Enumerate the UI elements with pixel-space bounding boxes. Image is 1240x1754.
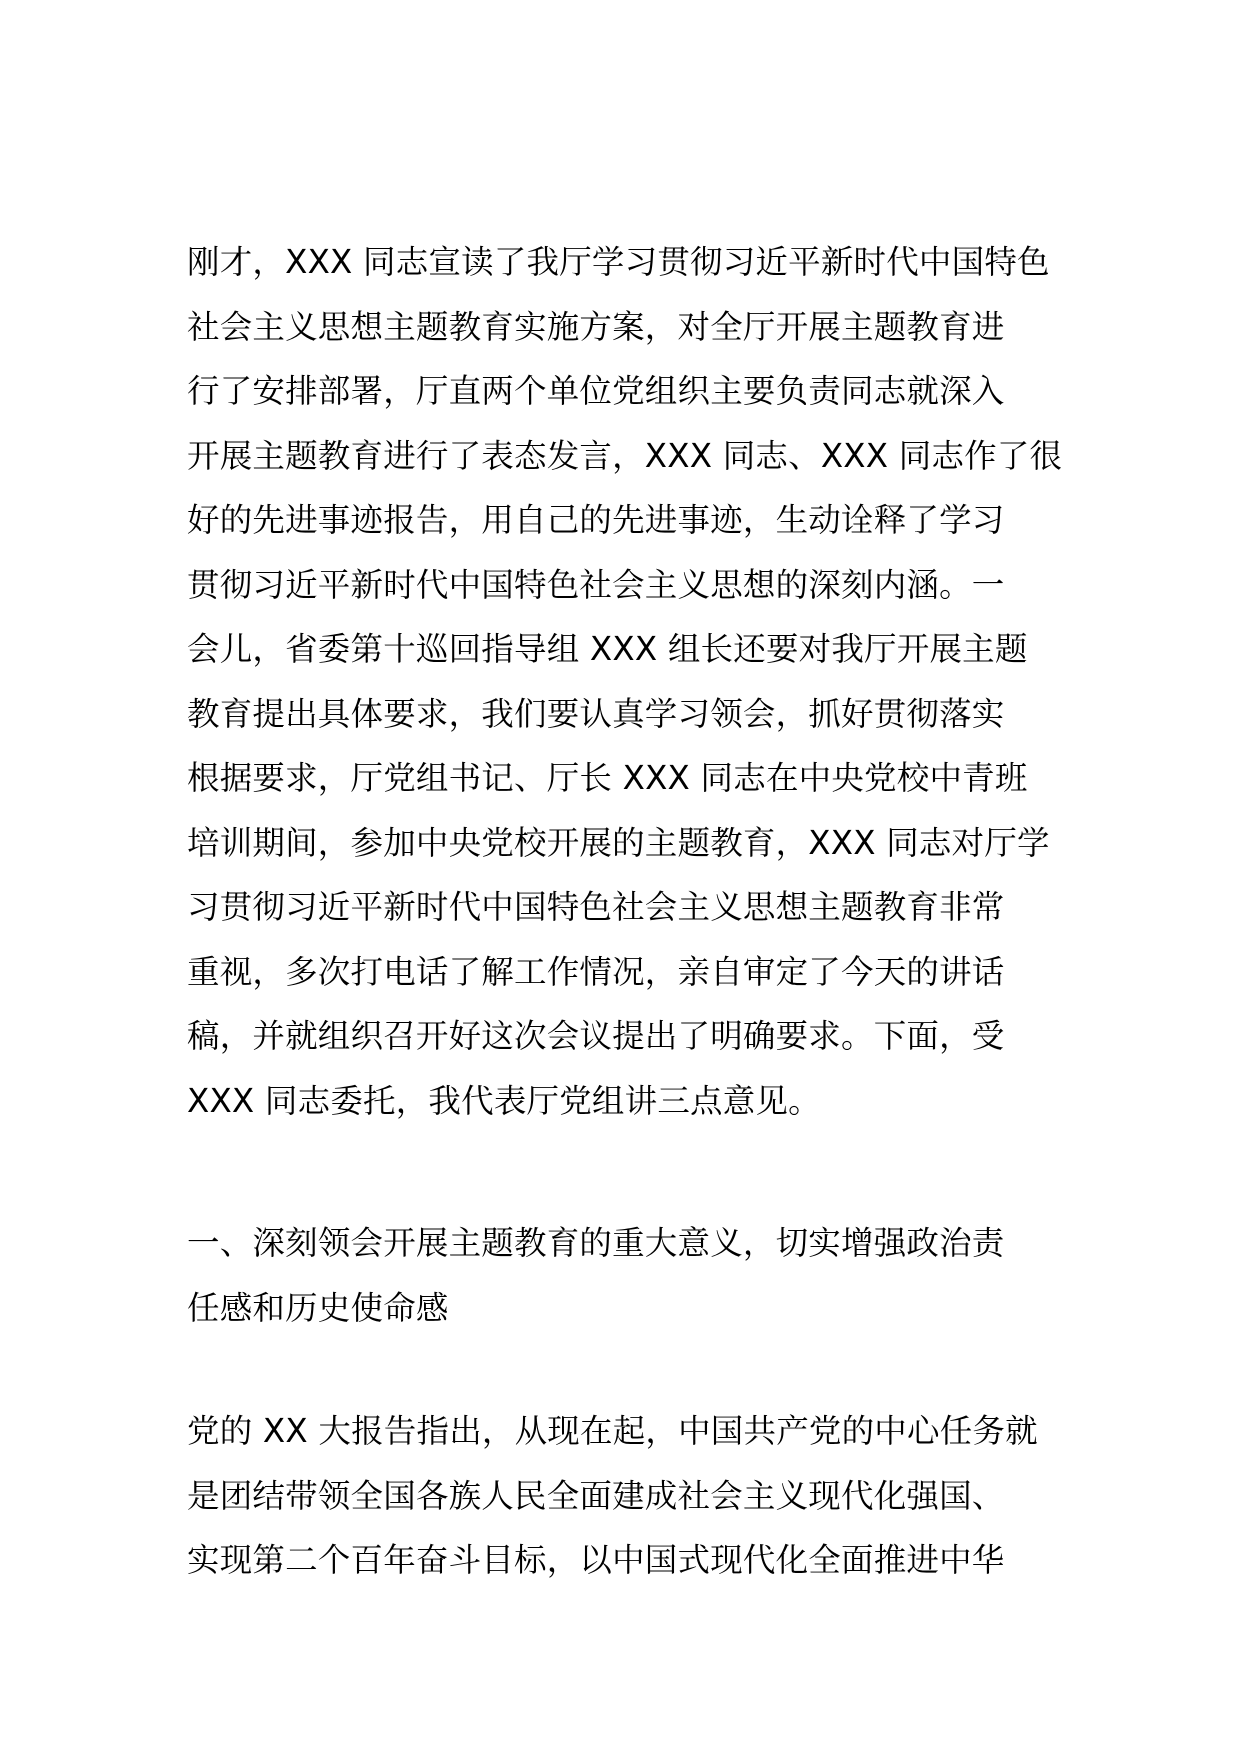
text-line: 好的先进事迹报告，用自己的先进事迹，生动诠释了学习 bbox=[187, 501, 1005, 539]
heading-line: 一、深刻领会开展主题教育的重大意义，切实增强政治责 bbox=[187, 1224, 1005, 1262]
section-heading bbox=[187, 1211, 1057, 1340]
text-line: 重视，多次打电话了解工作情况，亲自审定了今天的讲话 bbox=[187, 952, 1005, 991]
text-line: 根据要求，厅党组书记、厅长 XXX 同志在中央党校中青班 bbox=[187, 759, 1028, 797]
text-line: 会儿，省委第十巡回指导组 XXX 组长还要对我厅开展主题 bbox=[187, 630, 1028, 668]
text-line: XXX 同志委托，我代表厅党组讲三点意见。 bbox=[187, 1081, 821, 1120]
text-line: 行了安排部署，厅直两个单位党组织主要负责同志就深入 bbox=[187, 372, 1005, 410]
paragraph-intro bbox=[187, 230, 1063, 1133]
heading-line: 任感和历史使命感 bbox=[187, 1288, 449, 1327]
text-line: 实现第二个百年奋斗目标，以中国式现代化全面推进中华 bbox=[187, 1541, 1005, 1579]
text-line: 稿，并就组织召开好这次会议提出了明确要求。下面，受 bbox=[187, 1017, 1005, 1055]
text-line: 刚才，XXX 同志宣读了我厅学习贯彻习近平新时代中国特色 bbox=[187, 243, 1050, 281]
text-line: 开展主题教育进行了表态发言，XXX 同志、XXX 同志作了很 bbox=[187, 436, 1063, 475]
text-line: 党的 XX 大报告指出，从现在起，中国共产党的中心任务就 bbox=[187, 1412, 1038, 1450]
text-line: 培训期间，参加中央党校开展的主题教育，XXX 同志对厅学 bbox=[187, 823, 1050, 862]
paragraph-body bbox=[187, 1399, 1057, 1593]
text-line: 社会主义思想主题教育实施方案，对全厅开展主题教育进 bbox=[187, 307, 1005, 346]
text-line: 是团结带领全国各族人民全面建成社会主义现代化强国、 bbox=[187, 1476, 1005, 1515]
text-line: 习贯彻习近平新时代中国特色社会主义思想主题教育非常 bbox=[187, 888, 1005, 926]
text-line: 教育提出具体要求，我们要认真学习领会，抓好贯彻落实 bbox=[187, 694, 1005, 733]
text-line: 贯彻习近平新时代中国特色社会主义思想的深刻内涵。一 bbox=[187, 565, 1005, 604]
